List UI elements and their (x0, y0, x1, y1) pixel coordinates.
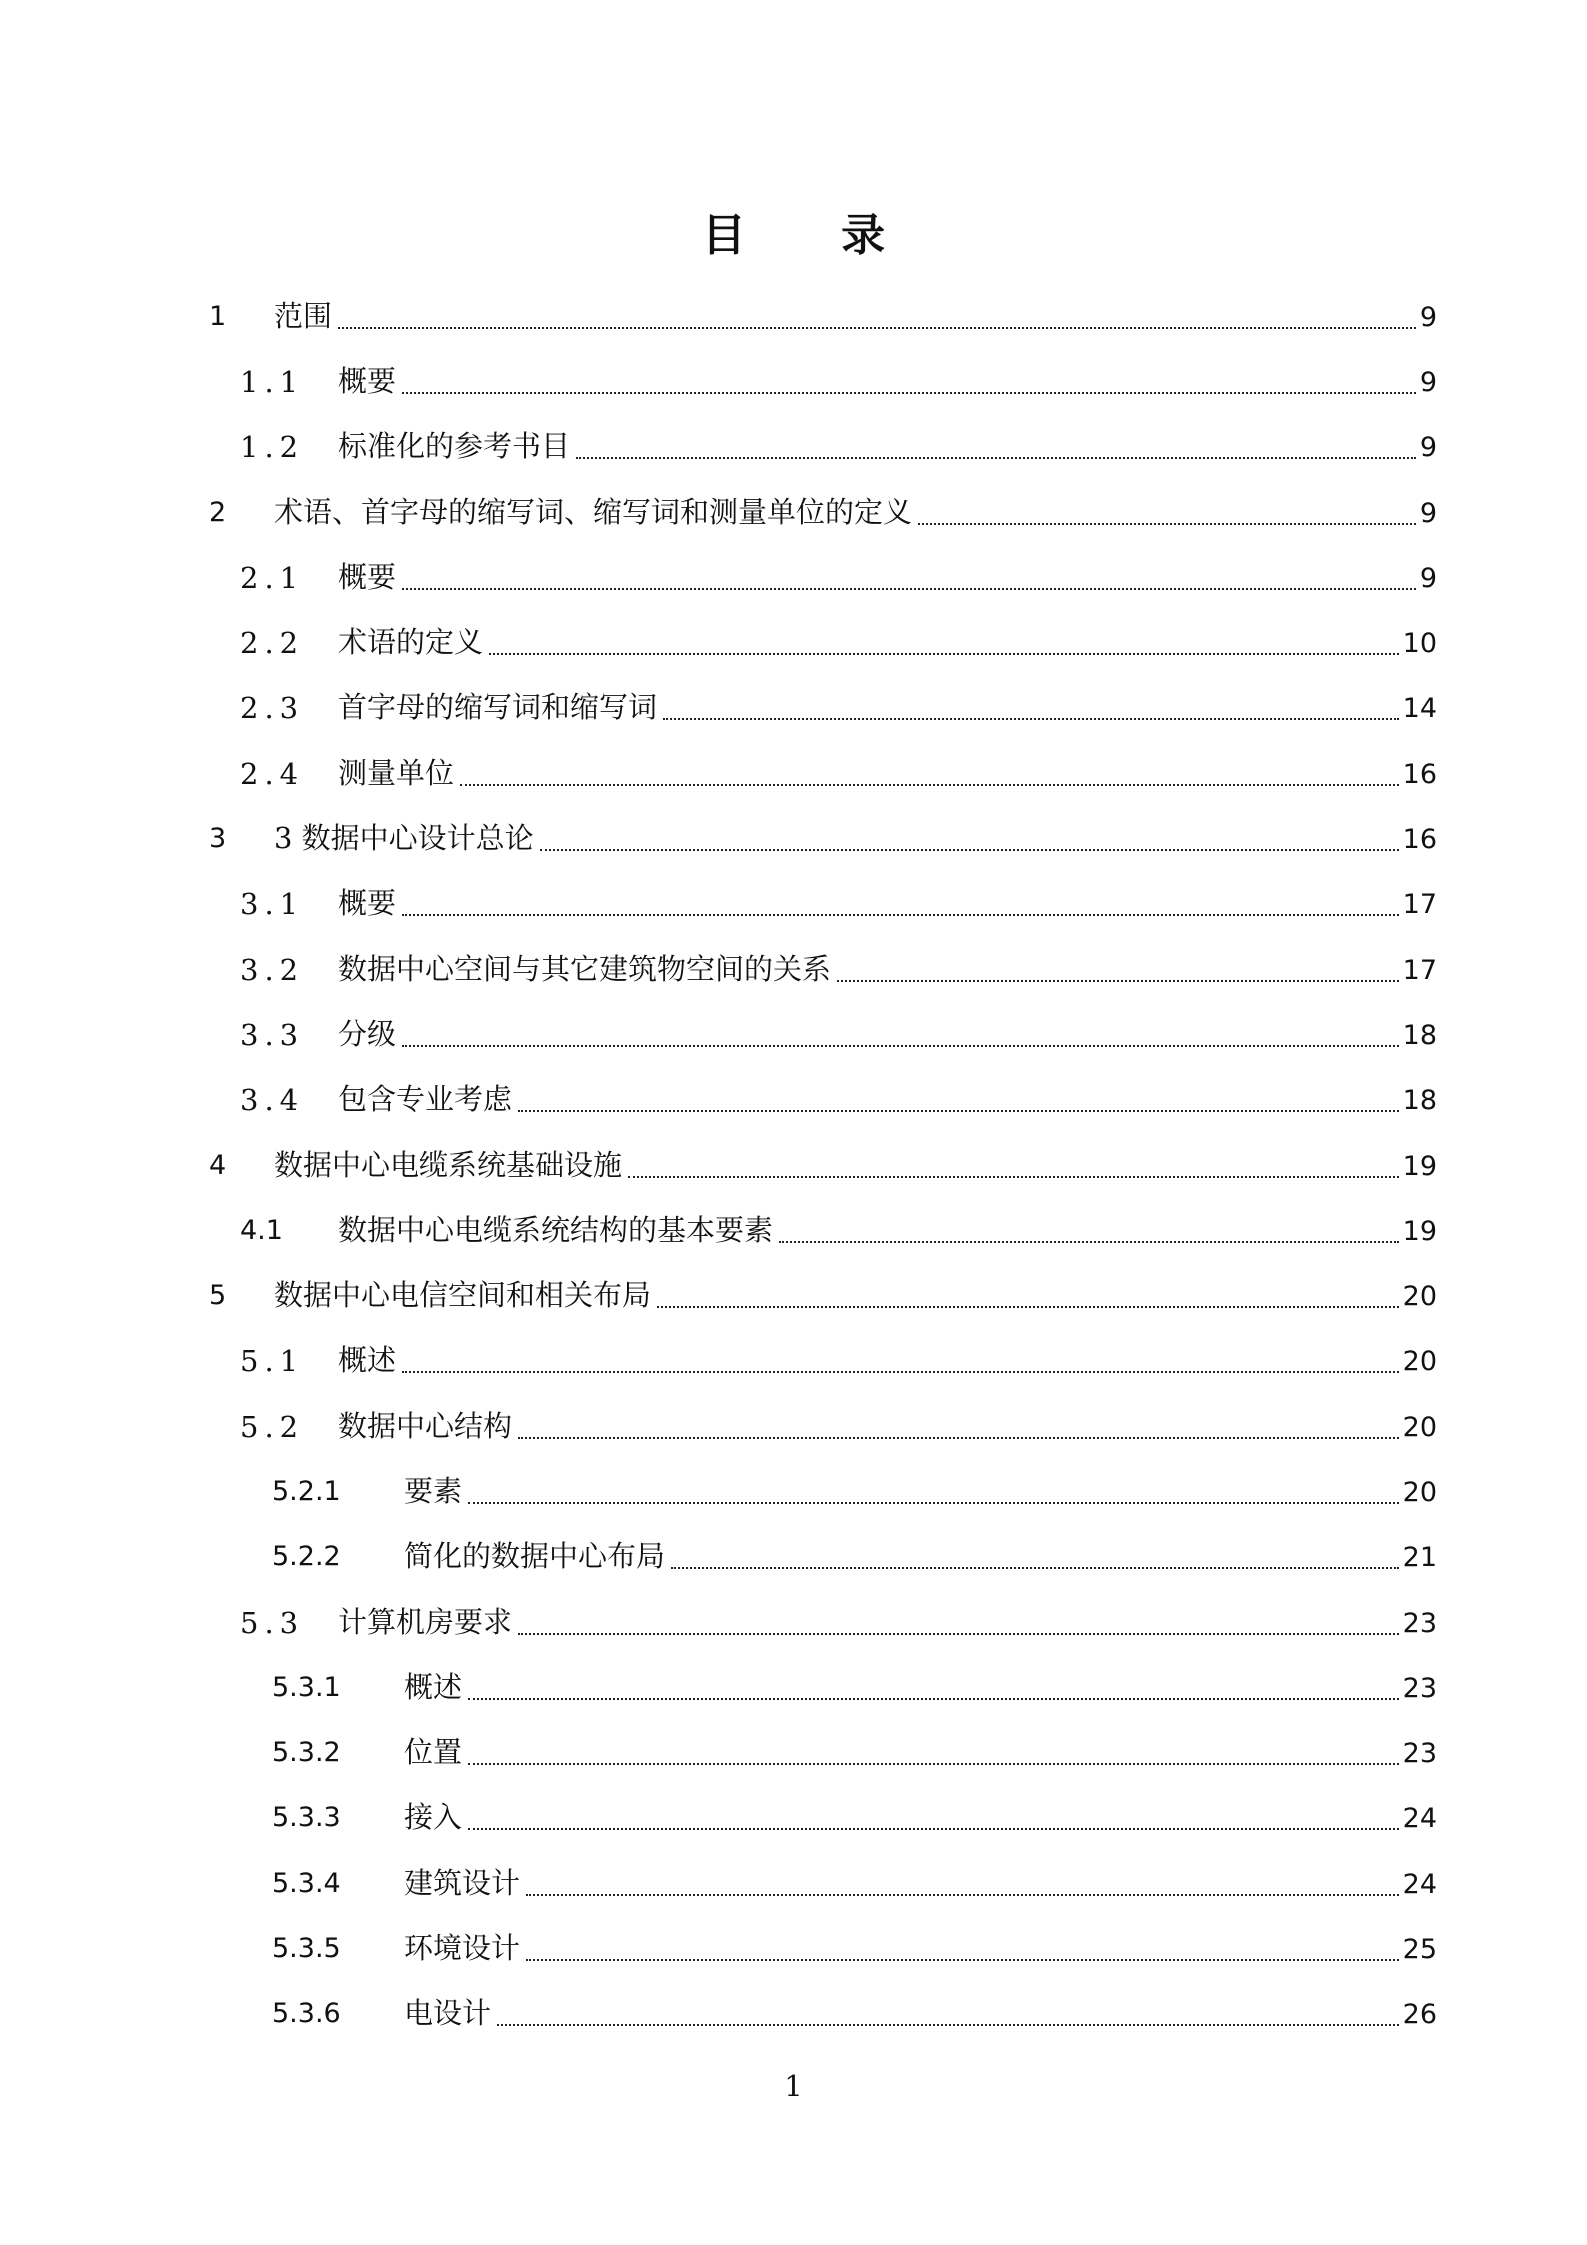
toc-entry[interactable] (0, 349, 1587, 414)
toc-entry-text (338, 1602, 1437, 1644)
toc-entry[interactable] (0, 1590, 1587, 1655)
toc-entry-page: 21 (1402, 1542, 1437, 1574)
toc-dot-leader (526, 1894, 1399, 1896)
toc-entry[interactable] (0, 284, 1587, 349)
toc-entry[interactable] (0, 1329, 1587, 1394)
toc-entry-text (338, 426, 1437, 468)
toc-entry-page: 9 (1419, 432, 1437, 464)
toc-entry-label: 位置 (404, 1735, 463, 1770)
toc-dot-leader (402, 914, 1399, 916)
toc-entry-text (338, 557, 1437, 599)
toc-entry-page: 17 (1402, 954, 1437, 986)
toc-entry-page: 16 (1402, 824, 1437, 856)
toc-entry-number: 2.3 (240, 691, 305, 726)
toc-entry-label: 3 数据中心设计总论 (274, 821, 534, 856)
toc-entry-number: 2 (209, 496, 227, 528)
toc-dot-leader (518, 1437, 1399, 1439)
toc-entry-text (404, 1732, 1437, 1774)
toc-entry-page: 24 (1402, 1803, 1437, 1835)
toc-entry-label: 测量单位 (338, 755, 455, 790)
toc-dot-leader (918, 523, 1416, 525)
toc-dot-leader (540, 849, 1399, 851)
toc-entry-page: 19 (1402, 1150, 1437, 1182)
toc-entry[interactable] (0, 806, 1587, 871)
toc-entry[interactable] (0, 1263, 1587, 1328)
toc-entry-page: 26 (1402, 1999, 1437, 2031)
toc-dot-leader (576, 457, 1416, 459)
toc-entry-number: 1.2 (240, 430, 305, 465)
toc-entry-page: 23 (1402, 1672, 1437, 1704)
toc-entry-text (338, 1210, 1437, 1252)
toc-entry-label: 术语、首字母的缩写词、缩写词和测量单位的定义 (274, 494, 913, 529)
toc-entry-number: 5.1 (240, 1344, 305, 1379)
toc-entry-label: 概要 (338, 886, 397, 921)
toc-entry-page: 14 (1402, 693, 1437, 725)
toc-entry-number: 5.3.2 (272, 1737, 341, 1769)
toc-entry-text (274, 1145, 1437, 1187)
toc-entry-number: 2.2 (240, 626, 305, 661)
toc-entry-number: 5.2.1 (272, 1475, 341, 1507)
toc-entry-number: 5.3 (240, 1605, 305, 1640)
toc-dot-leader (671, 1567, 1399, 1569)
toc-entry-page: 20 (1402, 1346, 1437, 1378)
toc-dot-leader (497, 2024, 1399, 2026)
toc-entry-text (274, 296, 1437, 338)
toc-dot-leader (402, 1371, 1399, 1373)
toc-entry-text (338, 1340, 1437, 1382)
toc-entry-text (404, 1471, 1437, 1513)
toc-entry-page: 25 (1402, 1934, 1437, 1966)
toc-entry[interactable] (0, 1133, 1587, 1198)
toc-entry-label: 简化的数据中心布局 (404, 1539, 666, 1574)
toc-entry-number: 1 (209, 300, 227, 332)
toc-entry[interactable] (0, 1525, 1587, 1590)
toc-entry-label: 概要 (338, 363, 397, 398)
toc-entry-page: 20 (1402, 1281, 1437, 1313)
toc-dot-leader (526, 1959, 1399, 1961)
toc-entry-text (338, 883, 1437, 925)
toc-entry[interactable] (0, 1002, 1587, 1067)
toc-entry-label: 首字母的缩写词和缩写词 (338, 690, 658, 725)
toc-entry-label: 接入 (404, 1800, 463, 1835)
toc-entry-label: 要素 (404, 1473, 463, 1508)
toc-entry-text (274, 492, 1437, 534)
toc-entry-text (274, 1275, 1437, 1317)
toc-dot-leader (402, 588, 1416, 590)
toc-entry[interactable] (0, 1786, 1587, 1851)
toc-entry-page: 9 (1419, 366, 1437, 398)
toc-entry-text (338, 1406, 1437, 1448)
toc-entry-number: 2.1 (240, 560, 305, 595)
toc-entry-number: 5.3.6 (272, 1998, 341, 2030)
toc-dot-leader (779, 1241, 1399, 1243)
toc-entry-label: 计算机房要求 (338, 1604, 513, 1639)
toc-entry-label: 建筑设计 (404, 1865, 521, 1900)
toc-dot-leader (518, 1633, 1399, 1635)
toc-entry[interactable] (0, 1982, 1587, 2047)
toc-entry-number: 2.4 (240, 756, 305, 791)
toc-entry-page: 9 (1419, 301, 1437, 333)
toc-dot-leader (402, 392, 1416, 394)
toc-entry-page: 20 (1402, 1411, 1437, 1443)
toc-entry-page: 20 (1402, 1476, 1437, 1508)
toc-dot-leader (663, 718, 1399, 720)
toc-entry-label: 包含专业考虑 (338, 1082, 513, 1117)
toc-entry-text (338, 949, 1437, 991)
toc-entry-number: 4.1 (240, 1214, 283, 1246)
toc-entry-label: 数据中心结构 (338, 1408, 513, 1443)
toc-entry-number: 3.1 (240, 887, 305, 922)
toc-entry-label: 数据中心电信空间和相关布局 (274, 1278, 652, 1313)
toc-entry-label: 数据中心电缆系统基础设施 (274, 1147, 623, 1182)
toc-entry-number: 3.2 (240, 952, 305, 987)
toc-entry[interactable] (0, 1459, 1587, 1524)
toc-entry-label: 数据中心空间与其它建筑物空间的关系 (338, 951, 832, 986)
toc-entry-text (404, 1928, 1437, 1970)
toc-entry-text (404, 1863, 1437, 1905)
toc-entry[interactable] (0, 1916, 1587, 1981)
toc-entry-text (338, 687, 1437, 729)
toc-entry-page: 24 (1402, 1868, 1437, 1900)
toc-dot-leader (657, 1306, 1399, 1308)
toc-dot-leader (402, 1045, 1399, 1047)
toc-entry-label: 概要 (338, 559, 397, 594)
toc-entry-label: 数据中心电缆系统结构的基本要素 (338, 1212, 774, 1247)
toc-entry[interactable] (0, 480, 1587, 545)
page-number: 1 (784, 2069, 803, 2103)
toc-entry-page: 17 (1402, 889, 1437, 921)
toc-entry[interactable] (0, 1721, 1587, 1786)
toc-entry[interactable] (0, 1198, 1587, 1263)
toc-entry-number: 5.3.1 (272, 1671, 341, 1703)
toc-dot-leader (460, 784, 1399, 786)
toc-entry-text (404, 1536, 1437, 1578)
toc-entry-number: 5.3.4 (272, 1867, 341, 1899)
toc-entry-page: 9 (1419, 497, 1437, 529)
toc-dot-leader (468, 1698, 1399, 1700)
toc-dot-leader (338, 327, 1416, 329)
toc-entry-number: 1.1 (240, 364, 305, 399)
toc-entry-text (338, 361, 1437, 403)
toc-entry[interactable] (0, 1068, 1587, 1133)
toc-entry[interactable] (0, 741, 1587, 806)
toc-entry-text (404, 1667, 1437, 1709)
toc-entry-number: 3.3 (240, 1017, 305, 1052)
toc-entry-number: 4 (209, 1149, 227, 1181)
toc-entry-number: 5.2.2 (272, 1541, 341, 1573)
toc-entry-page: 23 (1402, 1738, 1437, 1770)
toc-entry-page: 23 (1402, 1607, 1437, 1639)
toc-dot-leader (837, 980, 1399, 982)
toc-dot-leader (518, 1110, 1399, 1112)
toc-entry[interactable] (0, 1655, 1587, 1720)
toc-entry-number: 5 (209, 1280, 227, 1312)
toc-entry-page: 9 (1419, 562, 1437, 594)
toc-entry-label: 术语的定义 (338, 625, 484, 660)
toc-entry-label: 概述 (338, 1343, 397, 1378)
toc-entry-number: 5.2 (240, 1409, 305, 1444)
toc-dot-leader (468, 1763, 1399, 1765)
toc-entry-text (338, 1079, 1437, 1121)
toc-entry-label: 标准化的参考书目 (338, 429, 571, 464)
toc-entry[interactable] (0, 1851, 1587, 1916)
toc-entry[interactable] (0, 610, 1587, 675)
toc-dot-leader (489, 653, 1399, 655)
toc-dot-leader (468, 1828, 1399, 1830)
toc-entry-number: 3 (209, 823, 227, 855)
toc-entry-label: 概述 (404, 1669, 463, 1704)
toc-list (0, 284, 1587, 2047)
toc-entry-label: 范围 (274, 298, 333, 333)
toc-entry-text (404, 1993, 1437, 2035)
toc-entry-page: 10 (1402, 628, 1437, 660)
toc-entry-text (338, 622, 1437, 664)
toc-entry[interactable] (0, 1394, 1587, 1459)
toc-entry[interactable] (0, 676, 1587, 741)
toc-entry[interactable] (0, 872, 1587, 937)
toc-title: 目 录 (701, 210, 926, 261)
toc-entry-text (274, 818, 1437, 860)
toc-entry-label: 电设计 (404, 1996, 492, 2031)
toc-dot-leader (628, 1176, 1399, 1178)
toc-entry-page: 18 (1402, 1019, 1437, 1051)
toc-entry-text (338, 1014, 1437, 1056)
toc-entry-label: 分级 (338, 1016, 397, 1051)
toc-entry-page: 18 (1402, 1085, 1437, 1117)
toc-entry-text (338, 753, 1437, 795)
toc-entry[interactable] (0, 937, 1587, 1002)
toc-entry[interactable] (0, 415, 1587, 480)
toc-entry-page: 16 (1402, 758, 1437, 790)
toc-dot-leader (468, 1502, 1399, 1504)
toc-entry-page: 19 (1402, 1215, 1437, 1247)
toc-entry-number: 5.3.3 (272, 1802, 341, 1834)
toc-entry-text (404, 1797, 1437, 1839)
toc-entry[interactable] (0, 545, 1587, 610)
toc-entry-number: 5.3.5 (272, 1933, 341, 1965)
toc-entry-label: 环境设计 (404, 1931, 521, 1966)
toc-entry-number: 3.4 (240, 1083, 305, 1118)
